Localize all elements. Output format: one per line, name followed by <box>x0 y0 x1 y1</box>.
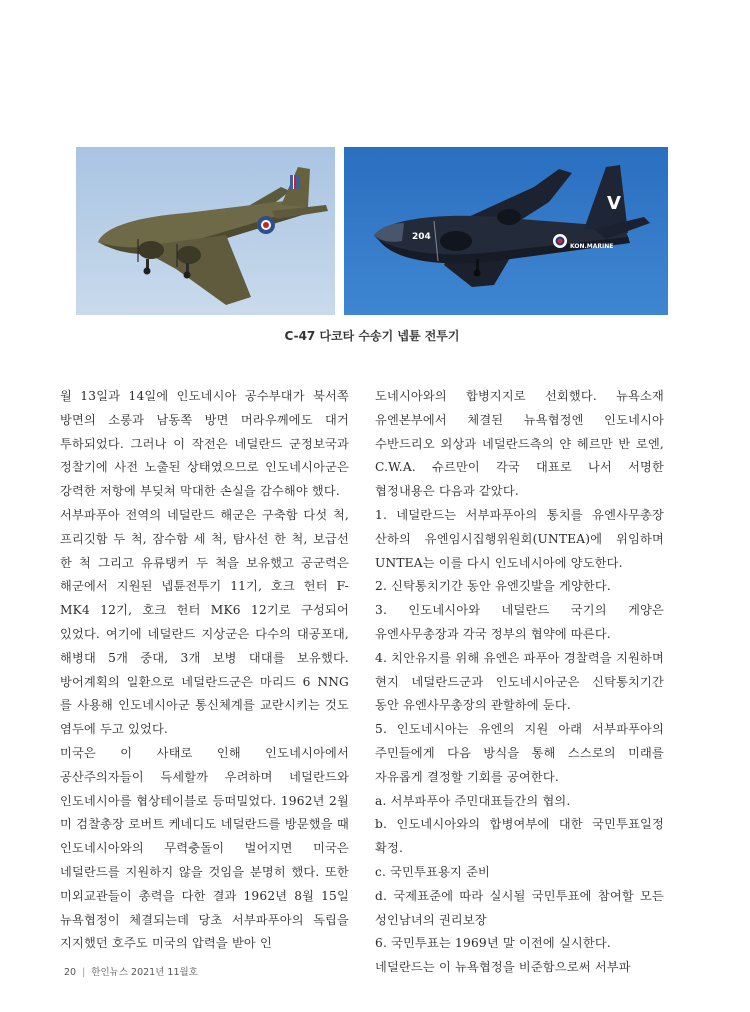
list-item: d. 국제표준에 따라 실시될 국민투표에 참여할 모든 성인남녀의 권리보장 <box>375 888 664 927</box>
fuselage-text: KON.MARINE <box>570 243 614 250</box>
list-item: a. 서부파푸아 주민대표들간의 협의. <box>375 793 571 808</box>
tail-letter: V <box>607 193 621 214</box>
right-text-column <box>375 385 664 980</box>
neptune-patrol-aircraft-photo <box>344 147 668 315</box>
list-item: 2. 신탁통치기간 동안 유엔깃발을 게양한다. <box>375 579 611 594</box>
c47-dakota-aircraft-photo <box>76 147 335 315</box>
publication-name: 한인뉴스 2021년 11월호 <box>91 967 198 978</box>
list-item: 6. 국민투표는 1969년 말 이전에 실시한다. <box>375 936 611 951</box>
page-footer <box>64 964 198 978</box>
paragraph: 네덜란드는 이 뉴욕협정을 비준함으로써 서부파 <box>375 960 631 975</box>
paragraph: 미국은 이 사태로 인해 인도네시아에서 공산주의자들이 득세할까 우려하며 네덜란드와 인도네시아를 협상테이블로 등떠밀었다. 1962년 2월 미 검찰총장 로버트 케네디도 네덜란드를 방문했을 때 인도네시아와의 무력충돌이 벌어지면 미국은 네덜란드를 지원하지 않을 것임을 분명히 했다. 또한 미외교관들이 총력을 다한 결과 1962년 8월 15일 뉴욕협정이 체결되는데 당초 서부파푸아의 독립을 지지했던 호주도 미국의 압력을 받아 인 <box>60 745 349 951</box>
page-number: 20 <box>64 967 77 978</box>
list-item: b. 인도네시아와의 합병여부에 대한 국민투표일정 확정. <box>375 817 664 856</box>
c47-dakota-photo <box>76 147 335 315</box>
list-item: 5. 인도네시아는 유엔의 지원 아래 서부파푸아의 주민들에게 다음 방식을 통해 스스로의 미래를 자유롭게 결정할 기회를 공여한다. <box>375 722 664 784</box>
list-item: 4. 치안유지를 위해 유엔은 파푸아 경찰력을 지원하며 현지 네덜란드군과 인도네시아군은 신탁통치기간 동안 유엔사무총장의 관할하에 둔다. <box>375 650 664 713</box>
left-text-column <box>60 385 349 956</box>
paragraph: 도네시아와의 합병지지로 선회했다. 뉴욕소재 유엔본부에서 체결된 뉴욕협정엔 인도네시아 수반드리오 외상과 네덜란드측의 얀 헤르만 반 로엔, C.W.A. 슈르만이 각국 대표로 나서 서명한 협정내용은 다음과 같았다. <box>375 389 664 499</box>
list-item: c. 국민투표용지 준비 <box>375 864 491 879</box>
footer-separator: | <box>82 967 86 978</box>
photo-caption: C-47 다코타 수송기 넵튠 전투기 <box>284 329 460 343</box>
list-item: 1. 네덜란드는 서부파푸아의 통치를 유엔사무총장 산하의 유엔임시집행위원회(UNTEA)에 위임하며 UNTEA는 이를 다시 인도네시아에 양도한다. <box>375 507 664 570</box>
paragraph: 서부파푸아 전역의 네덜란드 해군은 구축함 다섯 척, 프리깃함 두 척, 잠수함 세 척, 탐사선 한 척, 보급선 한 척 그리고 유류탱커 두 척을 보유했고 공군력은 해군에서 지원된 넵튠전투기 11기, 호크 헌터 F-MK4 12기, 호크 헌터 MK6 12기로 구성되어 있었다. 여기에 네덜란드 지상군은 다수의 대공포대, 해병대 5개 중대, 3개 보병 대대를 보유했다. 방어계획의 일환으로 네덜란드군은 마리드 6 NNG 를 사용해 인도네시아군 통신체계를 교란시키는 것도 염두에 두고 있었다. <box>60 507 349 737</box>
nose-number: 204 <box>412 232 431 242</box>
paragraph: 월 13일과 14일에 인도네시아 공수부대가 북서쪽 방면의 소롱과 남동쪽 방면 머라우께에도 대거 투하되었다. 그러나 이 작전은 네덜란드 군정보국과 정찰기에 사전 노출된 상태였으므로 인도네시아군은 강력한 저항에 부딪쳐 막대한 손실을 감수해야 했다. <box>60 389 349 499</box>
list-item: 3. 인도네시아와 네덜란드 국기의 게양은 유엔사무총장과 각국 정부의 협약에 따른다. <box>375 603 664 641</box>
neptune-photo <box>344 147 668 315</box>
